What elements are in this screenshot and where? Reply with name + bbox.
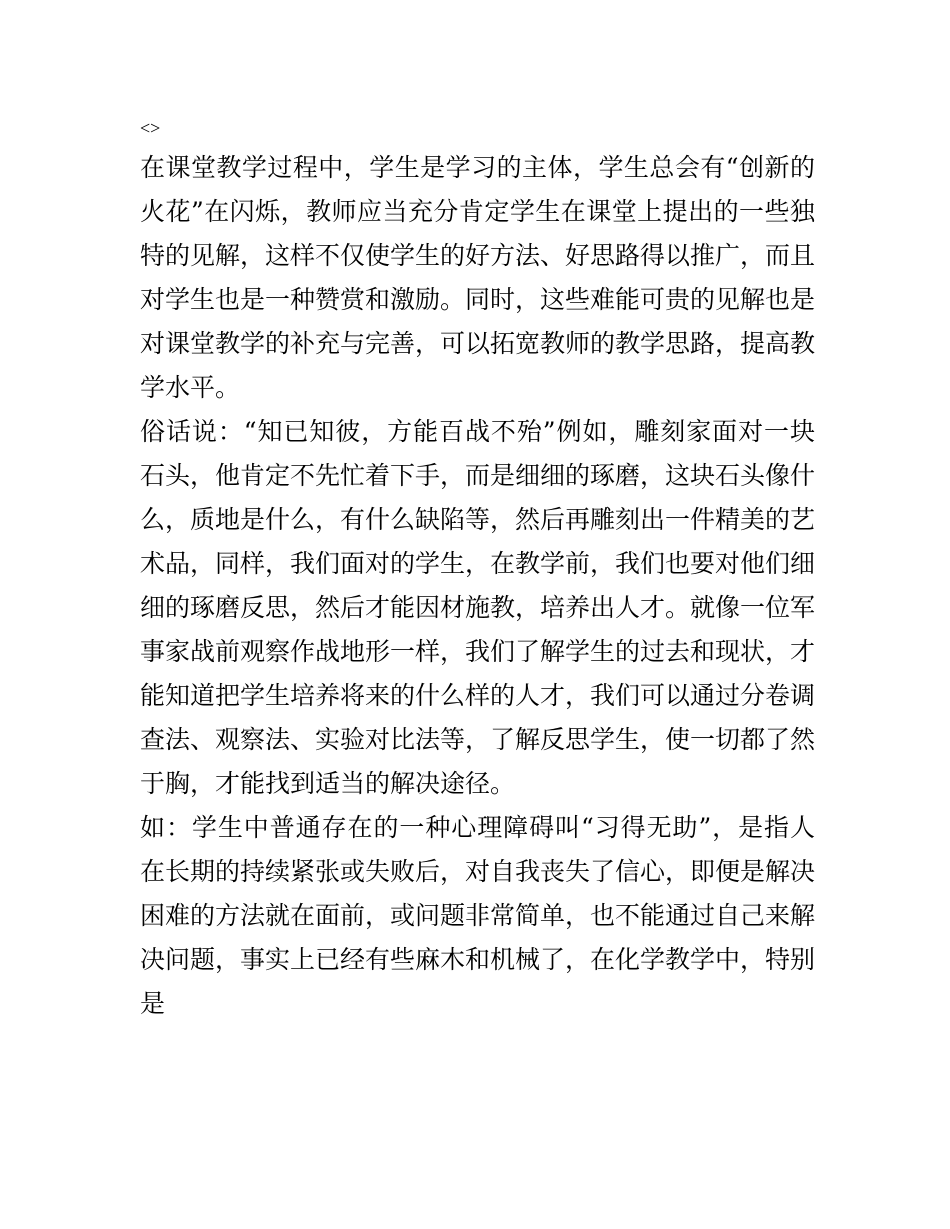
paragraph-3: 如：学生中普通存在的一种心理障碍叫“习得无助”，是指人在长期的持续紧张或失败后，对自我丧失了信心，即便是解决困难的方法就在面前，或问题非常简单，也不能通过自己来解决问题，事实上已经有些麻木和机械了，在化学教学中，特别是 <box>140 813 816 1018</box>
angle-bracket-marker: <> <box>140 118 161 138</box>
paragraph-1: 在课堂教学过程中，学生是学习的主体，学生总会有“创新的火花”在闪烁，教师应当充分肯定学生在课堂上提出的一些独特的见解，这样不仅使学生的好方法、好思路得以推广，而且对学生也是一种赞赏和激励。同时，这些难能可贵的见解也是对课堂教学的补充与完善，可以拓宽教师的教学思路，提高教学水平。 <box>140 153 816 402</box>
document-body <box>140 110 815 1026</box>
paragraph-2: 俗话说：“知已知彼，方能百战不殆”例如，雕刻家面对一块石头，他肯定不先忙着下手，而是细细的琢磨，这块石头像什么，质地是什么，有什么缺陷等，然后再雕刻出一件精美的艺术品，同样，我们面对的学生，在教学前，我们也要对他们细细的琢磨反思，然后才能因材施教，培养出人才。就像一位军事家战前观察作战地形一样，我们了解学生的过去和现状，才能知道把学生培养将来的什么样的人才，我们可以通过分卷调查法、观察法、实验对比法等，了解反思学生，使一切都了然于胸，才能找到适当的解决途径。 <box>140 417 816 798</box>
